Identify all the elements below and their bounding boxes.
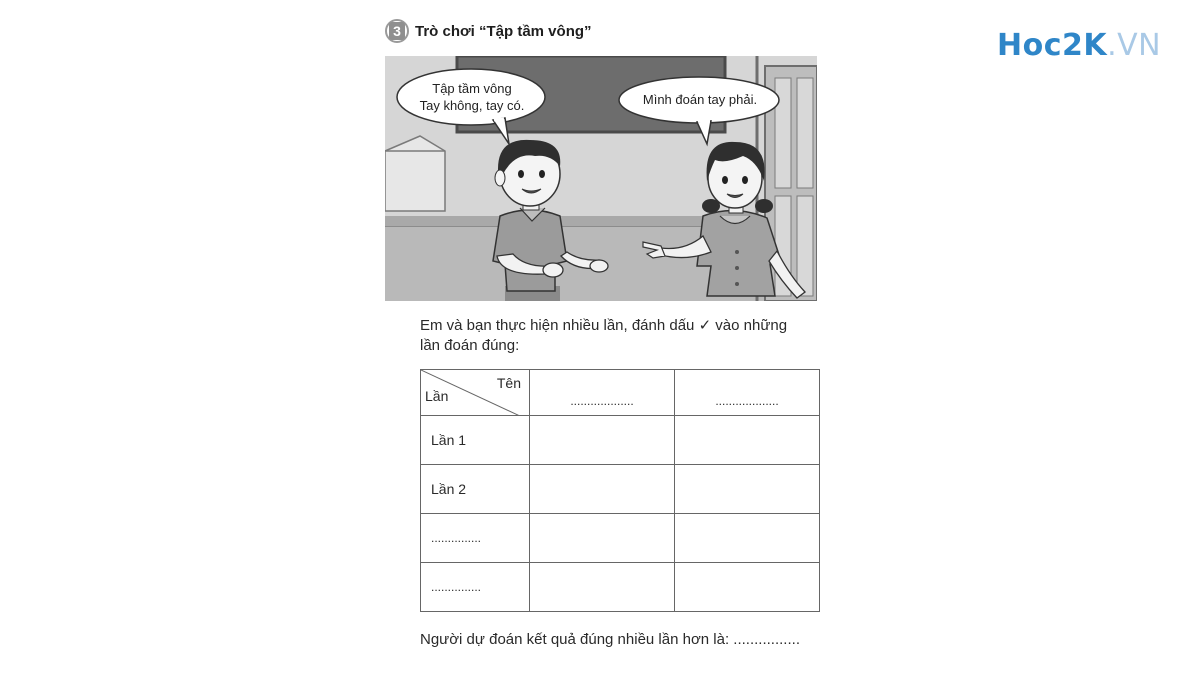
table-row	[421, 465, 820, 514]
check-cell[interactable]	[675, 563, 820, 612]
boy-speech-bubble	[397, 80, 547, 114]
results-table	[420, 369, 820, 612]
name-cell-2[interactable]	[675, 370, 820, 416]
name-cell-1[interactable]	[530, 370, 675, 416]
check-cell[interactable]	[675, 514, 820, 563]
table-header-row	[421, 370, 820, 416]
girl-speech-bubble: Mình đoán tay phải.	[642, 92, 758, 107]
check-cell[interactable]	[675, 416, 820, 465]
row-label[interactable]: ...............	[421, 563, 530, 612]
instruction-line-2: lần đoán đúng:	[420, 337, 520, 354]
check-cell[interactable]	[530, 514, 675, 563]
classroom-illustration	[385, 56, 817, 301]
table-row	[421, 563, 820, 612]
boy-speech-line-1: Tập tầm vông	[432, 81, 512, 96]
table-row	[421, 416, 820, 465]
conclusion-text: Người dự đoán kết quả đúng nhiều lần hơn là: ................	[420, 631, 800, 648]
exercise-title-text: Trò chơi “Tập tầm vông”	[415, 22, 592, 40]
name-blank-1: ...................	[570, 393, 634, 408]
exercise-number-badge	[385, 19, 409, 43]
site-logo	[997, 28, 1161, 63]
logo-part-2: .VN	[1107, 28, 1162, 63]
check-cell[interactable]	[530, 563, 675, 612]
logo-part-1: Hoc2K	[997, 28, 1108, 63]
instruction-text	[420, 316, 830, 356]
table-row	[421, 514, 820, 563]
row-label[interactable]: ...............	[421, 514, 530, 563]
exercise-number: 3	[389, 22, 405, 40]
name-blank-2: ...................	[715, 393, 779, 408]
header-times-label: Lần	[425, 388, 449, 404]
check-cell[interactable]	[530, 416, 675, 465]
exercise-title	[385, 16, 592, 46]
instruction-line-1: Em và bạn thực hiện nhiều lần, đánh dấu ✓ vào những	[420, 317, 788, 334]
header-name-label: Tên	[496, 375, 521, 391]
row-label: Lần 2	[421, 465, 530, 514]
check-cell[interactable]	[675, 465, 820, 514]
check-cell[interactable]	[530, 465, 675, 514]
row-label: Lần 1	[421, 416, 530, 465]
diagonal-header-cell	[421, 370, 530, 416]
boy-speech-line-2: Tay không, tay có.	[419, 98, 525, 113]
